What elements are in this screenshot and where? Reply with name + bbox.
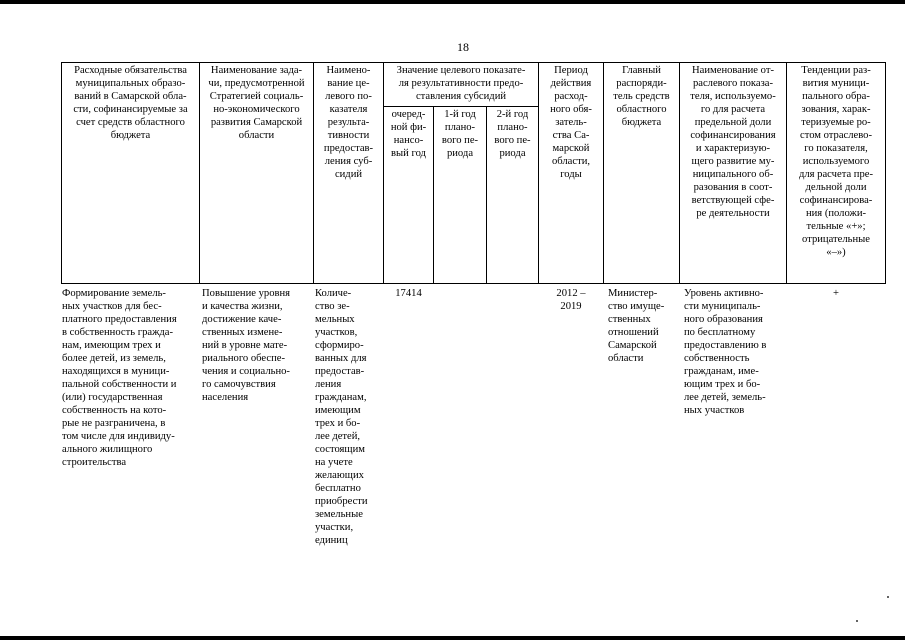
table-top-border bbox=[61, 62, 886, 63]
row-chief-administrator: Министер- ство имуще- ственных отношений Самарской области bbox=[608, 288, 665, 364]
header-plan-year-2: 2-й год плано- вого пе- риода bbox=[494, 109, 531, 159]
header-plan-year-1: 1-й год плано- вого пе- риода bbox=[441, 109, 479, 159]
header-chief-administrator: Главный распоряди- тель средств областного бюджета bbox=[613, 65, 670, 128]
header-current-year: очеред- ной фи- нансо- вый год bbox=[390, 109, 427, 159]
header-target-indicator: Наимено- вание це- левого по- казателя результа- тивности предостав- ления суб- сидий bbox=[323, 65, 374, 180]
header-sector-indicator: Наименование от- раслевого показа- теля, используемо- го для расчета предельной доли софинансирования и характеризую- щего развитие му- ниципального об- разования в соот- ветствующей сфе- ре деятельности bbox=[690, 65, 776, 219]
subheader-divider bbox=[383, 106, 538, 107]
scan-speck bbox=[856, 620, 858, 622]
row-sector-indicator: Уровень активно- сти муниципаль- ного образования по бесплатному предоставлению в собственность гражданам, име- ющим трех и бо- лее детей, земель- ных участков bbox=[684, 288, 767, 416]
header-expenditure-obligations: Расходные обязательства муниципальных образо- ваний в Самарской обла- сти, софинансируемые за счет средств областного бюджета bbox=[73, 65, 188, 141]
row-trend: + bbox=[833, 288, 839, 299]
row-value-current-year: 17414 bbox=[395, 288, 422, 299]
page-number: 18 bbox=[457, 40, 469, 54]
bottom-scan-border bbox=[0, 636, 905, 640]
row-expenditure-obligation: Формирование земель- ных участков для бес- платного предоставления в собственность гражда- нам, имеющим трех и более детей, из земель, находящихся в муници- пальной собственности и (или) государственная собственность на кото- рые не разграничена, в том числе для индивиду- ального жилищного строительства bbox=[62, 288, 177, 468]
col-line-9 bbox=[885, 62, 886, 283]
header-indicator-values-group: Значение целевого показате- ля результативности предо- ставления субсидий bbox=[396, 65, 526, 102]
row-period: 2012 – 2019 bbox=[556, 288, 586, 312]
header-bottom-border bbox=[61, 283, 886, 284]
header-strategy-task: Наименование зада- чи, предусмотренной Стратегией социаль- но-экономического развития Самарской области bbox=[208, 65, 305, 141]
header-period: Период действия расход- ного обя- затель- ства Са- марской области, годы bbox=[550, 65, 592, 180]
row-target-indicator: Количе- ство зе- мельных участков, сформиро- ванных для предостав- ления гражданам, имеющим трех и бо- лее детей, состоящим на учете желающих бесплатно приобрести земельные участки, единиц bbox=[315, 288, 368, 546]
top-scan-border bbox=[0, 0, 905, 4]
header-development-trends: Тенденции раз- вития муници- пального обра- зования, харак- теризуемые ро- стом отраслево- го показателя, используемого для расчета пре- дельной доли софинансирова- ния (положи- тельные «+»; отрицательные «–») bbox=[798, 65, 874, 258]
scan-speck bbox=[887, 596, 889, 598]
row-strategy-task: Повышение уровня и качества жизни, достижение каче- ственных измене- ний в уровне мате- риального обеспе- чения и социально- го самочувствия населения bbox=[202, 288, 291, 403]
